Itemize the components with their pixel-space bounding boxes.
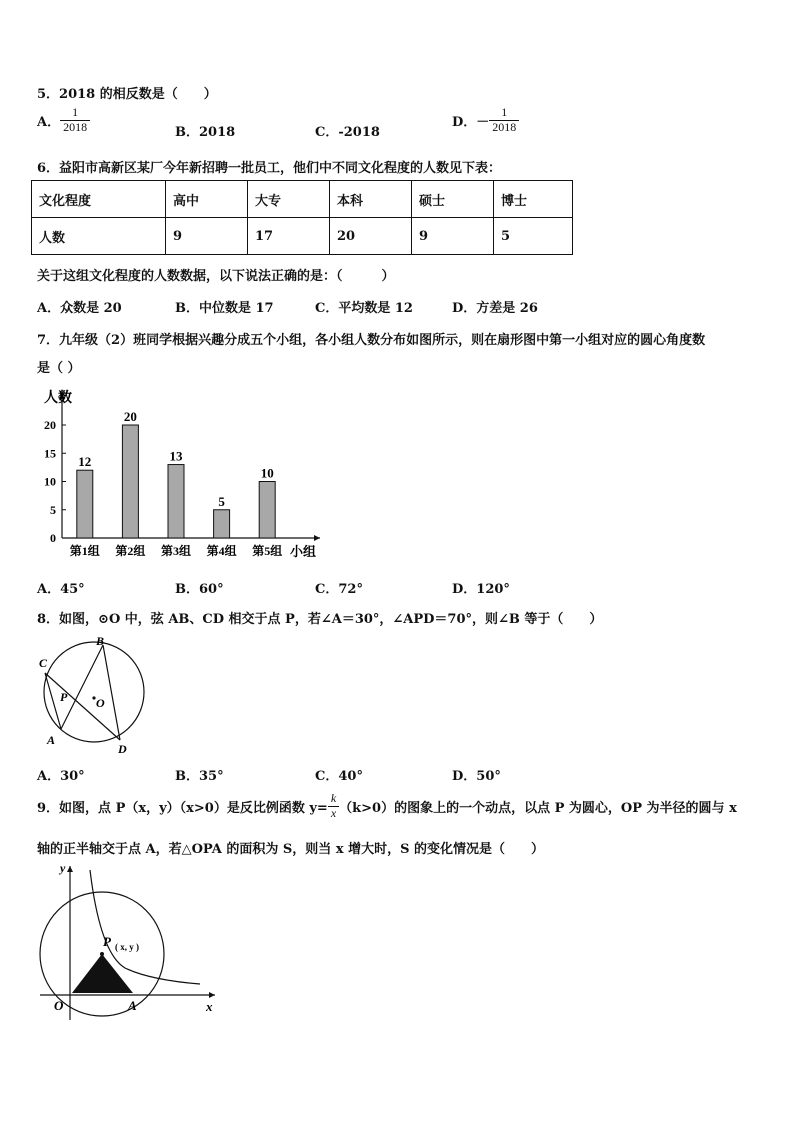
y-tick-label: 20 xyxy=(44,418,56,432)
triangle-opa xyxy=(72,954,133,993)
q9-fraction xyxy=(328,792,339,821)
q9-stem-line1 xyxy=(37,792,737,821)
bar-data-label: 10 xyxy=(260,465,274,481)
education-table xyxy=(31,180,573,255)
x-axis-label: 小组 xyxy=(290,544,317,559)
bar-data-label: 12 xyxy=(78,454,92,470)
x-axis-arrow xyxy=(314,535,320,541)
x-axis-arrow xyxy=(209,992,215,998)
x-tick-label: 第5组 xyxy=(252,544,283,558)
table-cell: 硕士 xyxy=(412,181,494,218)
y-axis-label: 人数 xyxy=(44,391,72,406)
fraction-numerator: 1 xyxy=(501,105,508,119)
q5-option-a-label: A． xyxy=(37,114,61,130)
label-d: D xyxy=(118,742,127,756)
y-tick-label: 0 xyxy=(50,531,56,545)
x-tick-label: 第3组 xyxy=(160,544,192,558)
q6-option-a: A．众数是 20 xyxy=(37,301,122,316)
table-cell: 文化程度 xyxy=(32,181,166,218)
table-row xyxy=(32,181,573,218)
fraction-numerator: 1 xyxy=(72,105,79,119)
q8-option-b: B．35° xyxy=(175,769,224,784)
label-p: P xyxy=(103,934,111,949)
q6-prompt: 关于这组文化程度的人数数据，以下说法正确的是：（ ） xyxy=(37,269,395,284)
y-tick-label: 15 xyxy=(44,446,56,461)
bar-data-label: 5 xyxy=(218,493,225,509)
table-cell: 20 xyxy=(330,218,412,255)
q6-option-b: B．中位数是 17 xyxy=(175,301,274,316)
chord-ab xyxy=(61,645,103,729)
q5-option-d xyxy=(452,106,519,135)
table-cell: 高中 xyxy=(166,181,248,218)
label-b: B xyxy=(96,634,105,648)
q9-stem-part1: 9．如图，点 P（x，y）（x>0）是反比例函数 y= xyxy=(37,800,328,816)
point-p xyxy=(100,952,104,956)
q5-option-c: C．-2018 xyxy=(315,125,380,140)
bar-data-label: 13 xyxy=(169,448,183,464)
q8-option-a: A．30° xyxy=(37,769,85,784)
circle-chords-figure xyxy=(30,630,160,760)
q9-stem-part2: （k>0）的图象上的一个动点，以点 P 为圆心，OP 为半径的圆与 x xyxy=(339,800,737,816)
bar-chart-layer xyxy=(44,389,320,559)
label-c: C xyxy=(39,656,48,670)
q5-option-d-fraction xyxy=(489,106,519,135)
q5-option-b: B．2018 xyxy=(175,125,236,140)
table-cell: 9 xyxy=(412,218,494,255)
fraction-numerator: k xyxy=(330,791,337,805)
label-y: y xyxy=(60,861,66,875)
label-a: A xyxy=(47,733,56,747)
q6-option-c: C．平均数是 12 xyxy=(315,301,413,316)
x-tick-label: 第1组 xyxy=(69,544,100,558)
table-cell: 大专 xyxy=(248,181,330,218)
label-o: O xyxy=(54,998,64,1013)
table-cell: 17 xyxy=(248,218,330,255)
q7-option-d: D．120° xyxy=(452,582,510,597)
circle-o xyxy=(44,642,144,742)
table-cell: 5 xyxy=(494,218,573,255)
label-a: A xyxy=(128,998,137,1013)
q5-stem: 5．2018 的相反数是（ ） xyxy=(37,87,217,102)
segment-bd xyxy=(103,645,120,740)
label-p-coord: ( x, y ) xyxy=(115,942,139,952)
q8-stem: 8．如图，⊙O 中，弦 AB、CD 相交于点 P，若∠A＝30°，∠APD＝70°，则∠B 等于（ ） xyxy=(37,612,603,627)
y-tick-label: 5 xyxy=(50,502,56,517)
y-tick-label: 10 xyxy=(44,474,56,489)
q7-option-a: A．45° xyxy=(37,582,85,597)
fraction-denominator: 2018 xyxy=(60,120,90,135)
x-tick-label: 第2组 xyxy=(115,544,146,558)
fraction-denominator: 2018 xyxy=(489,120,519,135)
q7-stem-line2: 是（ ） xyxy=(37,361,81,376)
q8-option-c: C．40° xyxy=(315,769,363,784)
label-x: x xyxy=(206,999,213,1014)
table-cell: 本科 xyxy=(330,181,412,218)
fraction-denominator: x xyxy=(328,806,339,821)
inverse-function-figure xyxy=(30,858,230,1023)
chord-cd xyxy=(45,673,120,740)
bar xyxy=(122,425,138,538)
bar xyxy=(259,482,275,539)
q9-stem-line2: 轴的正半轴交于点 A，若△OPA 的面积为 S，则当 x 增大时，S 的变化情况是（ ） xyxy=(37,842,545,857)
group-bar-chart xyxy=(30,385,330,565)
table-row xyxy=(32,218,573,255)
q7-option-b: B．60° xyxy=(175,582,224,597)
q5-option-a-fraction xyxy=(60,106,90,135)
bar xyxy=(168,465,184,538)
q8-option-d: D．50° xyxy=(452,769,501,784)
bar xyxy=(214,510,230,538)
table-cell: 9 xyxy=(166,218,248,255)
label-p: P xyxy=(60,690,68,704)
bar-data-label: 20 xyxy=(123,409,137,424)
x-tick-label: 第4组 xyxy=(206,544,237,558)
q6-stem: 6．益阳市高新区某厂今年新招聘一批员工，他们中不同文化程度的人数见下表： xyxy=(37,161,502,176)
table-cell: 人数 xyxy=(32,218,166,255)
q7-option-c: C．72° xyxy=(315,582,363,597)
y-axis-arrow xyxy=(67,866,73,872)
q6-option-d: D．方差是 26 xyxy=(452,301,538,316)
q5-option-d-label: D．－ xyxy=(452,114,490,130)
q7-stem-line1: 7．九年级（2）班同学根据兴趣分成五个小组，各小组人数分布如图所示，则在扇形图中第一小组对应的圆心角度数 xyxy=(37,333,706,348)
table-cell: 博士 xyxy=(494,181,573,218)
q5-option-a xyxy=(37,106,90,135)
bar xyxy=(77,470,93,538)
label-o: O xyxy=(96,696,105,710)
